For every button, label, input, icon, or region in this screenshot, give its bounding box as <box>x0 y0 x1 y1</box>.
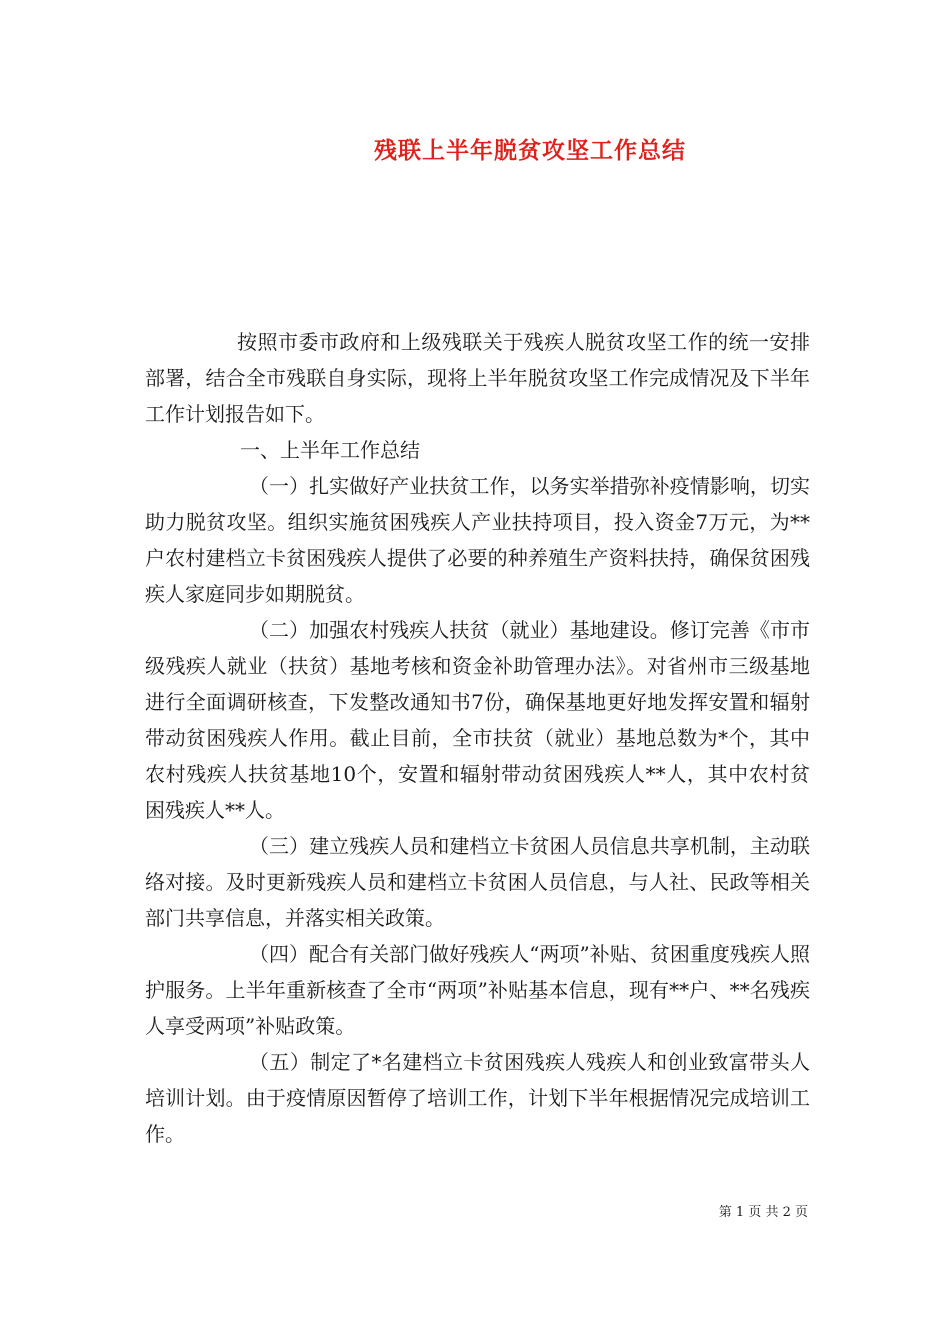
item-paragraph-2: （二）加强农村残疾人扶贫（就业）基地建设。修订完善《市市级残疾人就业（扶贫）基地考核和资金补助管理办法》。对省州市三级基地进行全面调研核查，下发整改通知书7份，确保基地更好地发挥安置和辐射带动贫困残疾人作用。截止目前，全市扶贫（就业）基地总数为*个，其中农村残疾人扶贫基地10个，安置和辐射带动贫困残疾人**人，其中农村贫困残疾人**人。 <box>145 618 810 822</box>
item-paragraph-1: （一）扎实做好产业扶贫工作，以务实举措弥补疫情影响，切实助力脱贫攻坚。组织实施贫困残疾人产业扶持项目，投入资金7万元，为**户农村建档立卡贫困残疾人提供了必要的种养殖生产资料扶持，确保贫困残疾人家庭同步如期脱贫。 <box>145 474 810 606</box>
page-number-footer: 第 1 页 共 2 页 <box>718 1205 808 1220</box>
document-title: 残联上半年脱贫攻坚工作总结 <box>374 138 686 164</box>
document-body <box>145 324 810 1152</box>
item-paragraph-5: （五）制定了*名建档立卡贫困残疾人残疾人和创业致富带头人培训计划。由于疫情原因暂停了培训工作，计划下半年根据情况完成培训工作。 <box>145 1050 810 1146</box>
intro-paragraph: 按照市委市政府和上级残联关于残疾人脱贫攻坚工作的统一安排部署，结合全市残联自身实际，现将上半年脱贫攻坚工作完成情况及下半年工作计划报告如下。 <box>145 330 810 426</box>
item-paragraph-3: （三）建立残疾人员和建档立卡贫困人员信息共享机制，主动联络对接。及时更新残疾人员和建档立卡贫困人员信息，与人社、民政等相关部门共享信息，并落实相关政策。 <box>145 834 810 930</box>
item-paragraph-4: （四）配合有关部门做好残疾人“两项”补贴、贫困重度残疾人照护服务。上半年重新核查了全市“两项”补贴基本信息，现有**户、**名残疾人享受两项”补贴政策。 <box>145 942 810 1038</box>
section-heading: 一、上半年工作总结 <box>240 438 420 462</box>
